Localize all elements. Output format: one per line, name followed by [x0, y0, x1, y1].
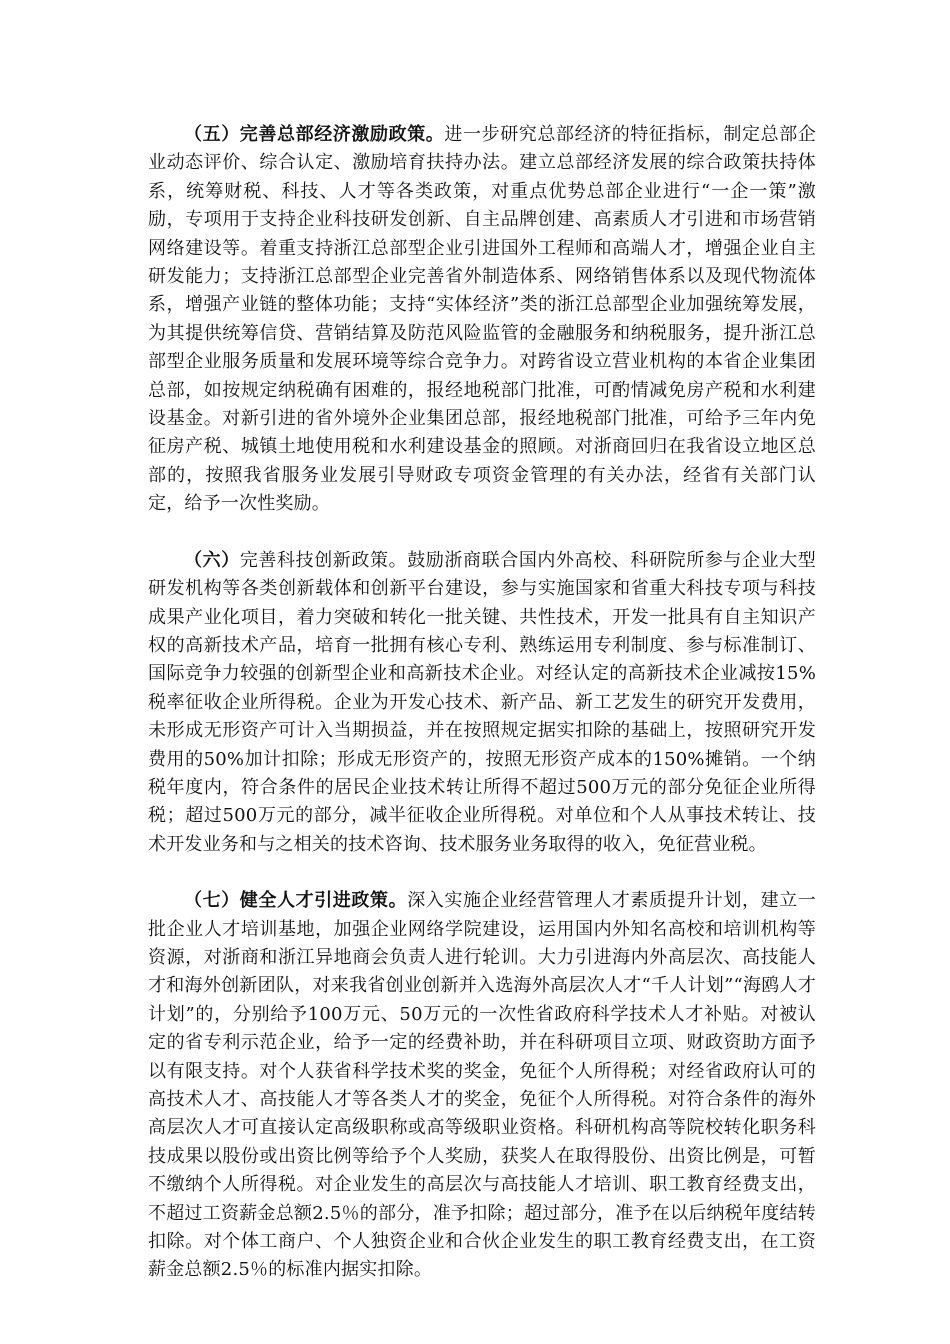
section-6-number: （六）: [184, 549, 240, 571]
section-5-paragraph: [148, 121, 816, 519]
section-6-paragraph: [148, 547, 816, 859]
section-7-body: 深入实施企业经营管理人才素质提升计划，建立一批企业人才培训基地，加强企业网络学院建设，运用国内外知名高校和培训机构等资源，对浙商和浙江异地商会负责人进行轮训。大力引进海内外高层次、高技能人才和海外创新团队，对来我省创业创新并入选海外高层次人才“千人计划”“海鸥人才计划”的，分别给予100万元、50万元的一次性省政府科学技术人才补贴。对被认定的省专利示范企业，给予一定的经费补助，并在科研项目立项、财政资助方面予以有限支持。对个人获省科学技术奖的奖金，免征个人所得税；对经省政府认可的高技术人才、高技能人才等各类人才的奖金，免征个人所得税。对符合条件的海外高层次人才可直接认定高级职称或高等级职业资格。科研机构高等院校转化职务科技成果以股份或出资比例等给予个人奖励，获奖人在取得股份、出资比例是，可暂不缴纳个人所得税。对企业发生的高层次与高技能人才培训、职工教育经费支出，不超过工资薪金总额2.5％的部分，准予扣除；超过部分，准予在以后纳税年度结转扣除。对个体工商户、个人独资企业和合伙企业发生的职工教育经费支出，在工资薪金总额2.5％的标准内据实扣除。: [148, 890, 816, 1281]
section-7-heading: （七）健全人才引进政策。: [184, 890, 408, 912]
section-5-heading: （五）完善总部经济激励政策。: [184, 124, 445, 145]
section-6-body: 鼓励浙商联合国内外高校、科研院所参与企业大型研发机构等各类创新载体和创新平台建设，参与实施国家和省重大科技专项与科技成果产业化项目，着力突破和转化一批关键、共性技术，开发一批具有自主知识产权的高新技术产品，培育一批拥有核心专利、熟练运用专利制度、参与标准制订、国际竞争力较强的创新型企业和高新技术企业。对经认定的高新技术企业减按15%税率征收企业所得税。企业为开发心技术、新产品、新工艺发生的研究开发费用，未形成无形资产可计入当期损益，并在按照规定据实扣除的基础上，按照研究开发费用的50%加计扣除；形成无形资产的，按照无形资产成本的150%摊销。一个纳税年度内，符合条件的居民企业技术转让所得不超过500万元的部分免征企业所得税；超过500万元的部分，减半征收企业所得税。对单位和个人从事技术转让、技术开发业务和与之相关的技术咨询、技术服务业务取得的收入，免征营业税。: [148, 549, 816, 855]
document-body: [148, 121, 816, 1285]
section-6-heading: 完善科技创新政策。: [239, 549, 408, 571]
section-7-paragraph: [148, 887, 816, 1285]
section-5-body: 进一步研究总部经济的特征指标，制定总部企业动态评价、综合认定、激励培育扶持办法。建立总部经济发展的综合政策扶持体系，统筹财税、科技、人才等各类政策，对重点优势总部企业进行“一企一策”激励，专项用于支持企业科技研发创新、自主品牌创建、高素质人才引进和市场营销网络建设等。着重支持浙江总部型企业引进国外工程师和高端人才，增强企业自主研发能力；支持浙江总部型企业完善省外制造体系、网络销售体系以及现代物流体系，增强产业链的整体功能；支持“实体经济”类的浙江总部型企业加强统筹发展，为其提供统筹信贷、营销结算及防范风险监管的金融服务和纳税服务，提升浙江总部型企业服务质量和发展环境等综合竞争力。对跨省设立营业机构的本省企业集团总部，如按规定纳税确有困难的，报经地税部门批准，可酌情减免房产税和水利建设基金。对新引进的省外境外企业集团总部，报经地税部门批准，可给予三年内免征房产税、城镇土地使用税和水利建设基金的照顾。对浙商回归在我省设立地区总部的，按照我省服务业发展引导财政专项资金管理的有关办法，经省有关部门认定，给予一次性奖励。: [148, 124, 816, 515]
